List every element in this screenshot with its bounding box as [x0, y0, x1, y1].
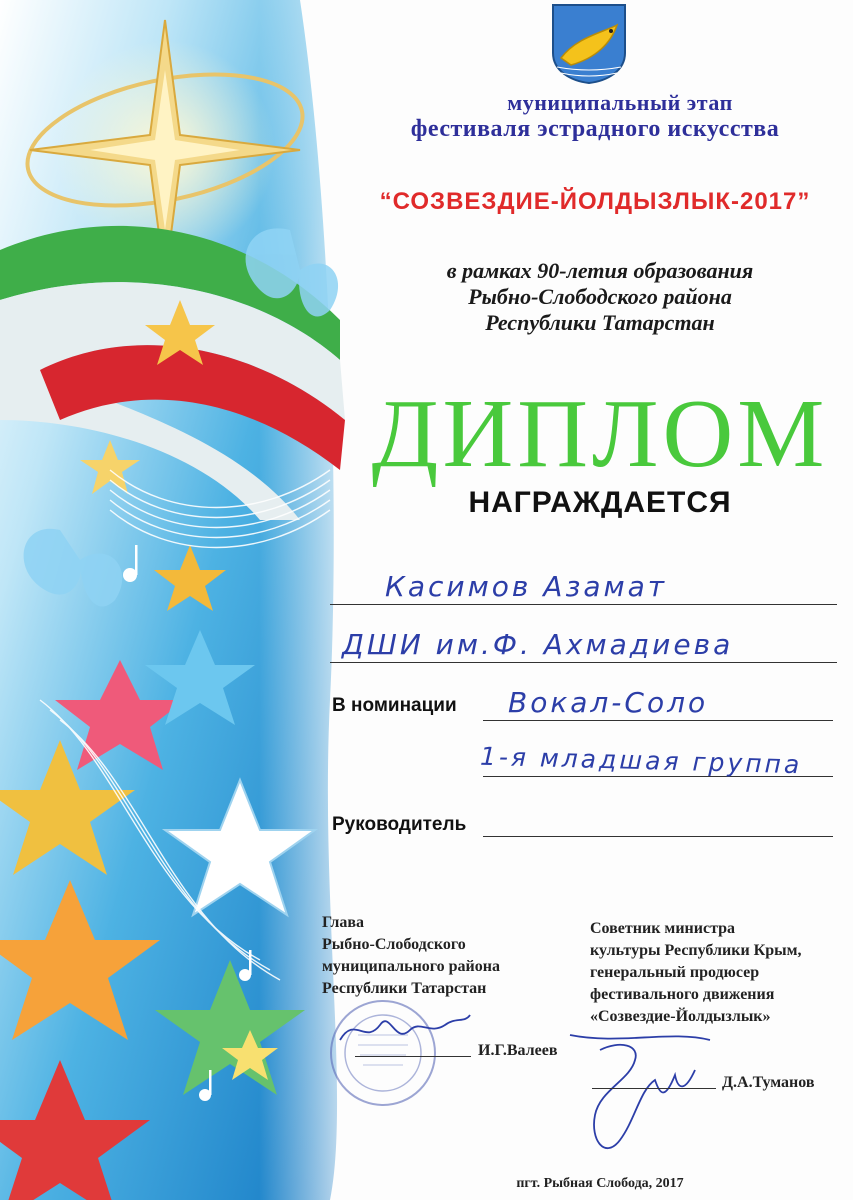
- school-underline: [330, 662, 837, 663]
- occasion-line-1: в рамках 90-летия образования: [446, 258, 754, 283]
- left-signature-icon: [335, 1005, 475, 1055]
- right-signatory-title: [590, 918, 802, 1028]
- footer-place-year: пгт. Рыбная Слобода, 2017: [516, 1176, 684, 1191]
- right-title-line-5: «Созвездие-Йолдызлык»: [590, 1008, 771, 1025]
- event-line-2: фестиваля эстрадного искусства: [410, 116, 780, 142]
- right-signature-icon: [560, 1020, 720, 1165]
- right-title-line-4: фестивального движения: [590, 986, 775, 1003]
- awarded-heading: НАГРАЖДАЕТСЯ: [468, 486, 732, 519]
- supervisor-label: Руководитель: [332, 814, 467, 835]
- event-line-1: муниципальный этап: [507, 90, 733, 115]
- diploma-title: ДИПЛОМ: [371, 380, 829, 488]
- occasion-line-3: Республики Татарстан: [485, 310, 715, 335]
- left-signature-line: [355, 1056, 471, 1057]
- right-title-line-3: генеральный продюсер: [590, 964, 760, 981]
- coat-of-arms-fish-icon: [551, 3, 627, 85]
- right-signature-line: [592, 1088, 716, 1089]
- left-title-line-4: Республики Татарстан: [322, 980, 487, 997]
- left-signatory-name: И.Г.Валеев: [478, 1042, 558, 1059]
- name-underline: [330, 604, 837, 605]
- right-signatory-name: Д.А.Туманов: [722, 1074, 815, 1091]
- school-name: ДШИ им.Ф. Ахмадиева: [342, 628, 734, 661]
- supervisor-underline: [483, 836, 833, 837]
- group-value: 1-я младшая группа: [479, 741, 803, 780]
- right-title-line-1: Советник министра: [590, 920, 736, 937]
- left-title-line-2: Рыбно-Слободского: [322, 936, 466, 953]
- right-title-line-2: культуры Республики Крым,: [590, 942, 802, 959]
- nomination-label: В номинации: [332, 695, 457, 716]
- recipient-name: Касимов Азамат: [385, 570, 668, 603]
- left-title-line-1: Глава: [322, 914, 364, 931]
- occasion-line-2: Рыбно-Слободского района: [468, 284, 732, 309]
- decorative-artwork: [0, 0, 370, 1200]
- left-title-line-3: муниципального района: [322, 958, 500, 975]
- nomination-value: Вокал-Соло: [508, 686, 709, 719]
- nomination-underline: [483, 720, 833, 721]
- occasion-text: [350, 258, 850, 336]
- festival-name: “СОЗВЕЗДИЕ-ЙОЛДЫЗЛЫК-2017”: [379, 188, 811, 215]
- left-signatory-title: [322, 912, 500, 1000]
